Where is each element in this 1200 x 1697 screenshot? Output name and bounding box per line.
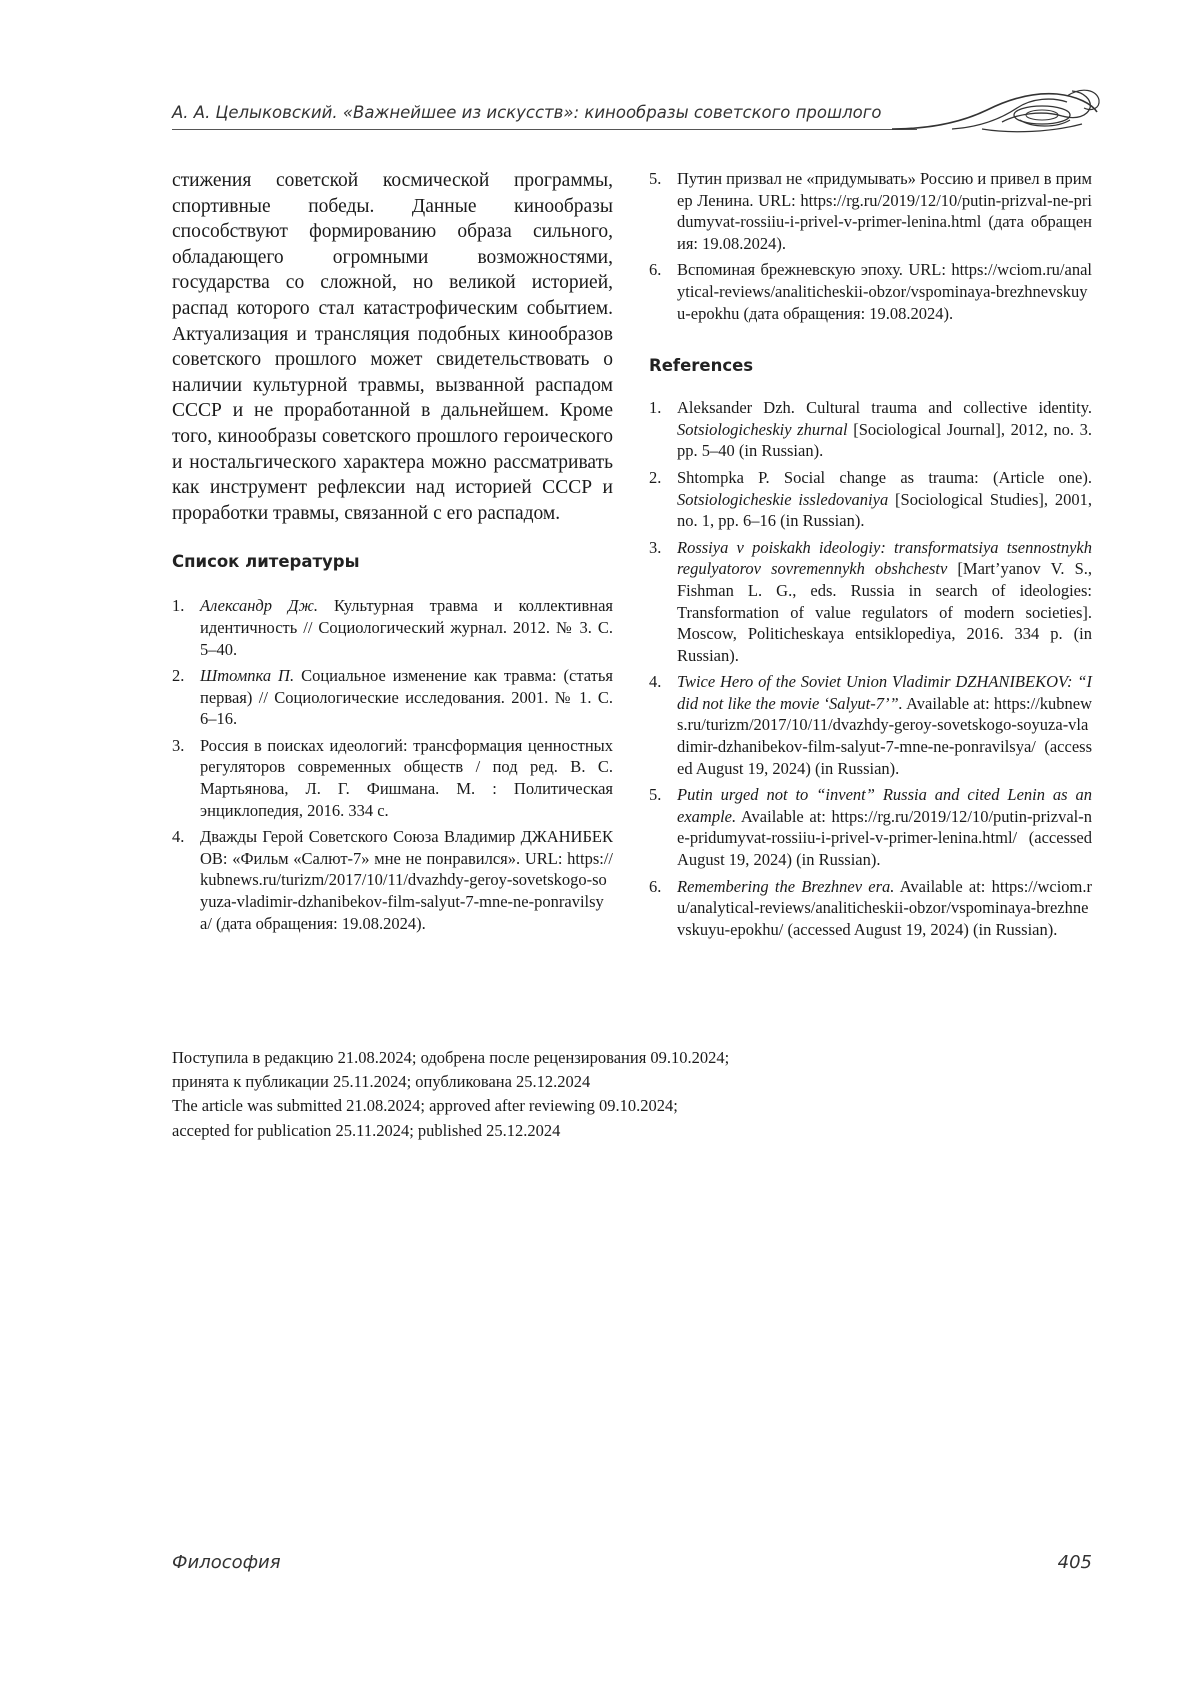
literature-item: 3. Россия в поисках идеологий: трансформация ценностных регуляторов современных обществ / под ред. В. С. Мартьянова, Л. Г. Фишмана. М. : Политическая энциклопедия, 2016. 334 с.	[172, 735, 613, 821]
dates-en-line1: The article was submitted 21.08.2024; approved after reviewing 09.10.2024;	[172, 1094, 1072, 1118]
literature-item: 4. Дважды Герой Советского Союза Владимир ДЖАНИБЕКОВ: «Фильм «Салют-7» мне не понравился». URL: https://kubnews.ru/turizm/2017/10/11/dvazhdy-geroy-sovetskogo-soyuza-vladimir-dzhanibekov-film-salyut-7-mne-ne-ponravilsya/ (дата обращения: 19.08.2024).	[172, 826, 613, 934]
literature-item: 1. Александр Дж. Культурная травма и коллективная идентичность // Социологический журнал. 2012. № 3. С. 5–40.	[172, 595, 613, 660]
footer-section: Философия	[172, 1552, 281, 1573]
reference-item: 2. Shtompka P. Social change as trauma: (Article one). Sotsiologicheskie issledovaniya [Sociological Studies], 2001, no. 1, pp. 6–16 (in Russian).	[649, 467, 1092, 532]
literature-list-continued	[649, 168, 1092, 324]
submission-dates	[172, 1046, 1072, 1143]
right-column	[649, 168, 1092, 945]
literature-item: 5. Путин призвал не «придумывать» Россию и привел в пример Ленина. URL: https://rg.ru/2019/12/10/putin-prizval-ne-pridumyvat-rossiiu-i-privel-v-primer-lenina.html (дата обращения: 19.08.2024).	[649, 168, 1092, 254]
reference-item: 1. Aleksander Dzh. Cultural trauma and collective identity. Sotsiologicheskiy zhurnal [Sociological Journal], 2012, no. 3. pp. 5–40 (in Russian).	[649, 397, 1092, 462]
reference-item: 6. Remembering the Brezhnev era. Available at: https://wciom.ru/analytical-reviews/analiticheskii-obzor/vspominaya-brezhnevskuyu-epokhu/ (accessed August 19, 2024) (in Russian).	[649, 876, 1092, 941]
page-number: 405	[1058, 1552, 1092, 1573]
page-footer	[172, 1552, 1092, 1573]
reference-item: 3. Rossiya v poiskakh ideologiy: transformatsiya tsennostnykh regulyatorov sovremennykh obshchestv [Mart’yanov V. S., Fishman L. G., eds. Russia in search of ideologies: Transformation of value regulators of modern societies]. Moscow, Politicheskaya entsiklopediya, 2016. 334 p. (in Russian).	[649, 537, 1092, 667]
running-head	[172, 98, 1092, 138]
literature-item: 6. Вспоминая брежневскую эпоху. URL: https://wciom.ru/analytical-reviews/analiticheskii-obzor/vspominaya-brezhnevskuyu-epokhu (дата обращения: 19.08.2024).	[649, 259, 1092, 324]
dates-ru-line2: принята к публикации 25.11.2024; опубликована 25.12.2024	[172, 1070, 1072, 1094]
references-heading: References	[649, 356, 1092, 375]
header-rule	[172, 129, 917, 130]
reference-item: 5. Putin urged not to “invent” Russia and cited Lenin as an example. Available at: https://rg.ru/2019/12/10/putin-prizval-ne-pridumyvat-rossiiu-i-privel-v-primer-lenina.html/ (accessed August 19, 2024) (in Russian).	[649, 784, 1092, 870]
left-column	[172, 168, 613, 939]
body-paragraph: стижения советской космической программы, спортивные победы. Данные кинообразы способствуют формированию образа сильного, обладающего огромными возможностями, государства со сложной, но великой историей, распад которого стал катастрофическим событием. Актуализация и трансляция подобных кинообразов советского прошлого может свидетельствовать о наличии культурной травмы, вызванной распадом СССР и не проработанной в дальнейшем. Кроме того, кинообразы советского прошлого героического и ностальгического характера можно рассматривать как инструмент рефлексии над историей СССР и проработки травмы, связанной с его распадом.	[172, 168, 613, 526]
running-title: А. А. Целыковский. «Важнейшее из искусств»: кинообразы советского прошлого	[172, 103, 882, 122]
ornament-icon	[892, 82, 1102, 142]
dates-ru-line1: Поступила в редакцию 21.08.2024; одобрена после рецензирования 09.10.2024;	[172, 1046, 1072, 1070]
references-list	[649, 397, 1092, 940]
dates-en-line2: accepted for publication 25.11.2024; published 25.12.2024	[172, 1119, 1072, 1143]
literature-item: 2. Штомпка П. Социальное изменение как травма: (статья первая) // Социологические исследования. 2001. № 1. С. 6–16.	[172, 665, 613, 730]
literature-list	[172, 595, 613, 934]
reference-item: 4. Twice Hero of the Soviet Union Vladimir DZHANIBEKOV: “I did not like the movie ‘Salyut-7’”. Available at: https://kubnews.ru/turizm/2017/10/11/dvazhdy-geroy-sovetskogo-soyuza-vladimir-dzhanibekov-film-salyut-7-mne-ne-ponravilsya/ (accessed August 19, 2024) (in Russian).	[649, 671, 1092, 779]
literature-heading: Список литературы	[172, 552, 613, 571]
